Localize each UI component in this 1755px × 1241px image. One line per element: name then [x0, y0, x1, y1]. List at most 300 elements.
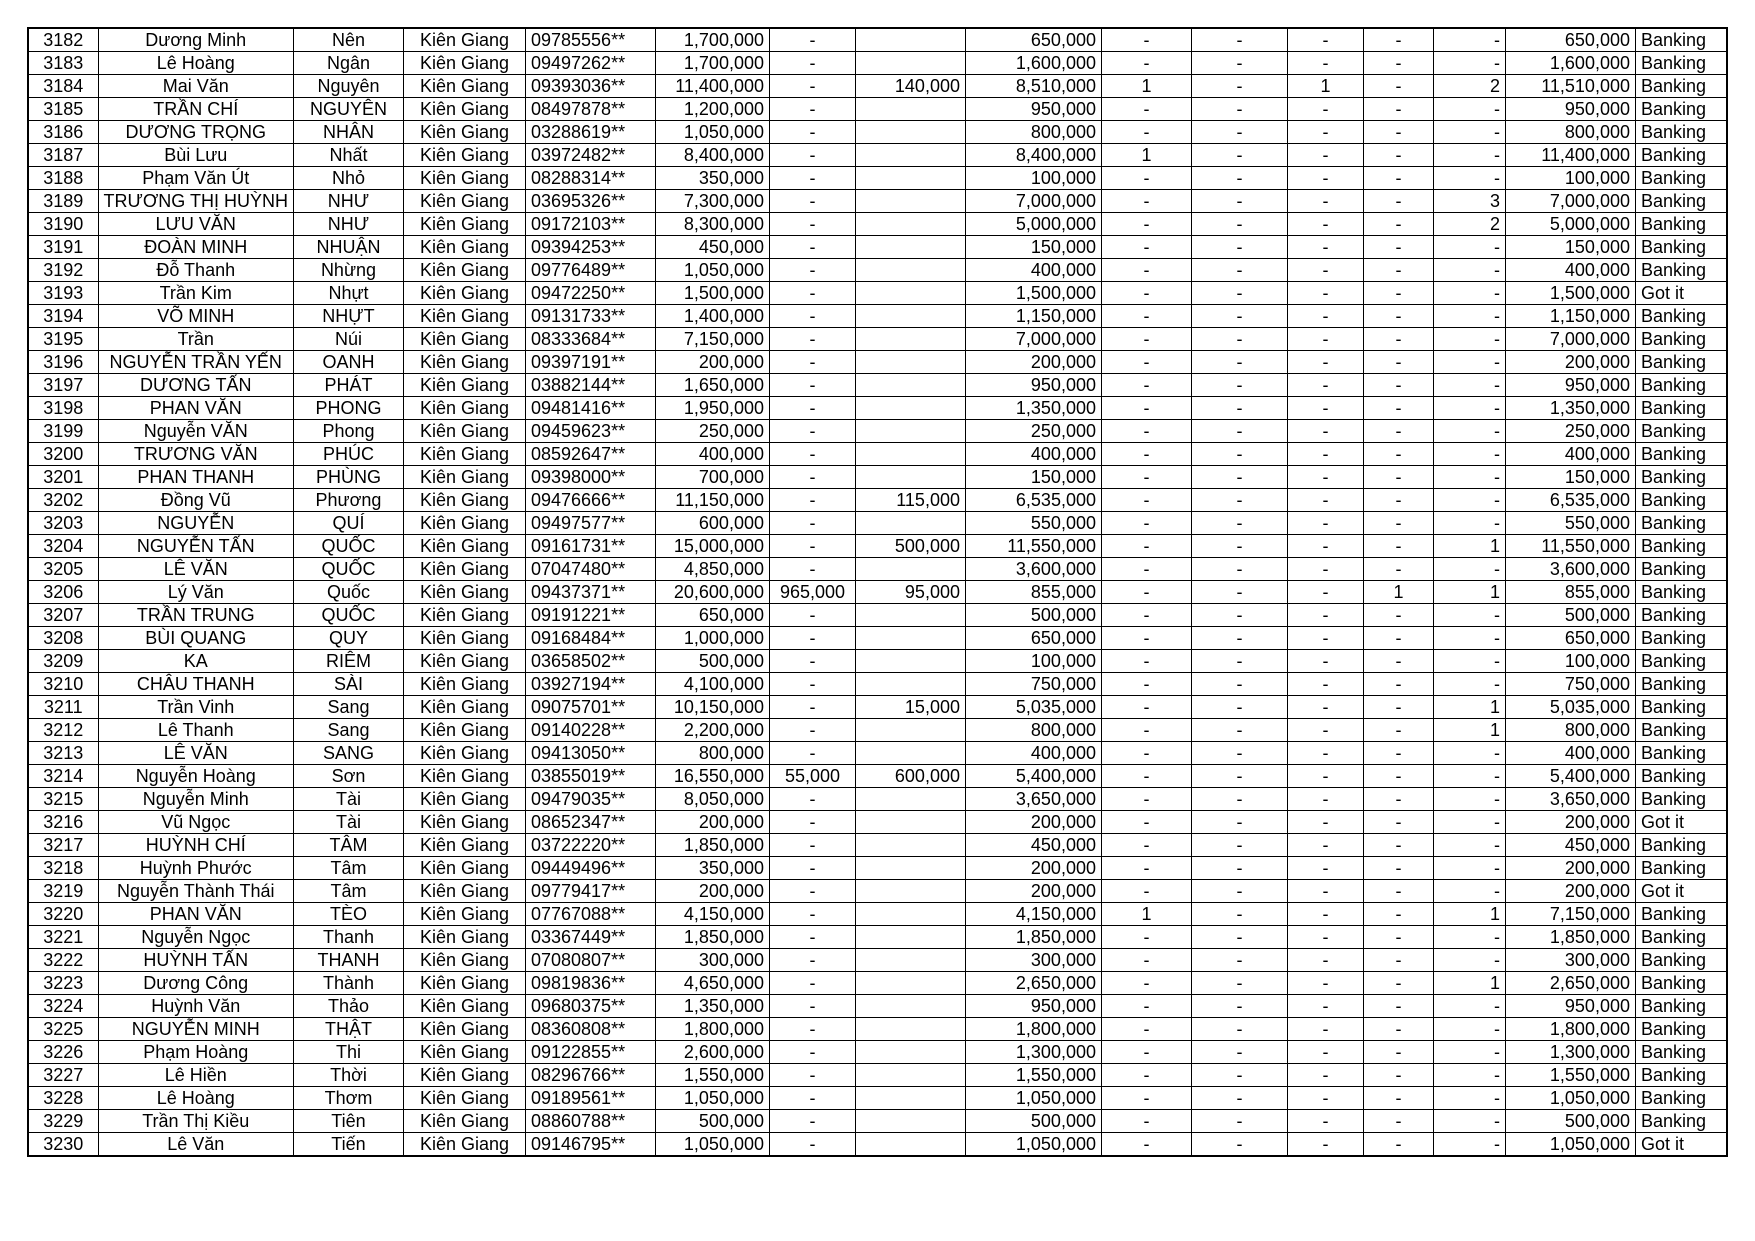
- amount-c-cell: 100,000: [965, 650, 1101, 673]
- count-b-cell: -: [1191, 949, 1287, 972]
- given-name-cell: Sang: [293, 719, 403, 742]
- count-d-cell: -: [1363, 420, 1433, 443]
- phone-cell: 09476666**: [525, 489, 655, 512]
- count-d-cell: -: [1363, 121, 1433, 144]
- count-a-cell: -: [1101, 121, 1191, 144]
- amount-total-cell: 250,000: [655, 420, 769, 443]
- amount-a-cell: -: [769, 1110, 855, 1133]
- phone-cell: 03972482**: [525, 144, 655, 167]
- amount-c-cell: 3,650,000: [965, 788, 1101, 811]
- table-row: [28, 765, 1727, 788]
- amount-b-cell: [855, 259, 965, 282]
- count-e-cell: 1: [1433, 535, 1505, 558]
- given-name-cell: Thời: [293, 1064, 403, 1087]
- count-c-cell: -: [1287, 328, 1363, 351]
- table-row: [28, 949, 1727, 972]
- count-c-cell: -: [1287, 949, 1363, 972]
- table-row: [28, 466, 1727, 489]
- amount-a-cell: -: [769, 512, 855, 535]
- phone-cell: 09497577**: [525, 512, 655, 535]
- province-cell: Kiên Giang: [403, 466, 525, 489]
- amount-a-cell: -: [769, 972, 855, 995]
- row-number-cell: 3230: [28, 1133, 98, 1157]
- given-name-cell: PHÙNG: [293, 466, 403, 489]
- count-d-cell: -: [1363, 75, 1433, 98]
- row-number-cell: 3205: [28, 558, 98, 581]
- count-b-cell: -: [1191, 558, 1287, 581]
- amount-final-cell: 6,535,000: [1505, 489, 1635, 512]
- amount-b-cell: [855, 926, 965, 949]
- amount-c-cell: 300,000: [965, 949, 1101, 972]
- row-number-cell: 3199: [28, 420, 98, 443]
- phone-cell: 09161731**: [525, 535, 655, 558]
- amount-a-cell: -: [769, 834, 855, 857]
- row-number-cell: 3184: [28, 75, 98, 98]
- row-number-cell: 3217: [28, 834, 98, 857]
- count-b-cell: -: [1191, 650, 1287, 673]
- count-e-cell: -: [1433, 328, 1505, 351]
- count-b-cell: -: [1191, 1018, 1287, 1041]
- surname-middle-cell: Nguyễn Ngọc: [98, 926, 293, 949]
- amount-c-cell: 800,000: [965, 719, 1101, 742]
- count-a-cell: -: [1101, 535, 1191, 558]
- amount-final-cell: 200,000: [1505, 811, 1635, 834]
- amount-c-cell: 1,550,000: [965, 1064, 1101, 1087]
- count-e-cell: -: [1433, 788, 1505, 811]
- count-a-cell: -: [1101, 466, 1191, 489]
- amount-b-cell: [855, 972, 965, 995]
- count-e-cell: 3: [1433, 190, 1505, 213]
- count-a-cell: -: [1101, 1110, 1191, 1133]
- amount-total-cell: 1,400,000: [655, 305, 769, 328]
- amount-total-cell: 1,050,000: [655, 121, 769, 144]
- table-row: [28, 581, 1727, 604]
- payment-method-cell: Banking: [1635, 1041, 1727, 1064]
- amount-final-cell: 550,000: [1505, 512, 1635, 535]
- count-c-cell: -: [1287, 581, 1363, 604]
- row-number-cell: 3213: [28, 742, 98, 765]
- count-d-cell: -: [1363, 328, 1433, 351]
- count-a-cell: -: [1101, 1041, 1191, 1064]
- amount-a-cell: -: [769, 374, 855, 397]
- given-name-cell: NGUYÊN: [293, 98, 403, 121]
- table-row: [28, 512, 1727, 535]
- count-a-cell: -: [1101, 328, 1191, 351]
- amount-b-cell: [855, 719, 965, 742]
- amount-b-cell: [855, 742, 965, 765]
- given-name-cell: PHÁT: [293, 374, 403, 397]
- count-c-cell: -: [1287, 259, 1363, 282]
- given-name-cell: Tiên: [293, 1110, 403, 1133]
- amount-total-cell: 4,150,000: [655, 903, 769, 926]
- count-b-cell: -: [1191, 305, 1287, 328]
- amount-b-cell: [855, 190, 965, 213]
- amount-b-cell: [855, 328, 965, 351]
- amount-a-cell: -: [769, 489, 855, 512]
- amount-b-cell: [855, 650, 965, 673]
- given-name-cell: Nên: [293, 28, 403, 52]
- amount-final-cell: 5,035,000: [1505, 696, 1635, 719]
- surname-middle-cell: NGUYỄN TRẦN YẾN: [98, 351, 293, 374]
- amount-total-cell: 8,300,000: [655, 213, 769, 236]
- phone-cell: 09146795**: [525, 1133, 655, 1157]
- phone-cell: 03658502**: [525, 650, 655, 673]
- amount-total-cell: 7,150,000: [655, 328, 769, 351]
- count-e-cell: -: [1433, 489, 1505, 512]
- amount-b-cell: [855, 374, 965, 397]
- count-c-cell: -: [1287, 144, 1363, 167]
- table-row: [28, 788, 1727, 811]
- payment-method-cell: Banking: [1635, 52, 1727, 75]
- count-e-cell: -: [1433, 880, 1505, 903]
- amount-total-cell: 1,550,000: [655, 1064, 769, 1087]
- payment-method-cell: Banking: [1635, 28, 1727, 52]
- table-row: [28, 650, 1727, 673]
- amount-final-cell: 500,000: [1505, 1110, 1635, 1133]
- surname-middle-cell: Vũ Ngọc: [98, 811, 293, 834]
- surname-middle-cell: NGUYỄN: [98, 512, 293, 535]
- count-e-cell: 1: [1433, 696, 1505, 719]
- amount-total-cell: 1,850,000: [655, 926, 769, 949]
- count-b-cell: -: [1191, 282, 1287, 305]
- province-cell: Kiên Giang: [403, 535, 525, 558]
- amount-b-cell: [855, 98, 965, 121]
- count-e-cell: -: [1433, 98, 1505, 121]
- row-number-cell: 3215: [28, 788, 98, 811]
- row-number-cell: 3200: [28, 443, 98, 466]
- count-a-cell: 1: [1101, 75, 1191, 98]
- amount-c-cell: 500,000: [965, 604, 1101, 627]
- count-d-cell: -: [1363, 1018, 1433, 1041]
- province-cell: Kiên Giang: [403, 949, 525, 972]
- amount-total-cell: 8,400,000: [655, 144, 769, 167]
- row-number-cell: 3216: [28, 811, 98, 834]
- count-a-cell: -: [1101, 880, 1191, 903]
- count-b-cell: -: [1191, 1064, 1287, 1087]
- count-d-cell: -: [1363, 995, 1433, 1018]
- amount-a-cell: -: [769, 1087, 855, 1110]
- amount-b-cell: 15,000: [855, 696, 965, 719]
- surname-middle-cell: LÊ VĂN: [98, 742, 293, 765]
- count-c-cell: -: [1287, 1018, 1363, 1041]
- table-row: [28, 673, 1727, 696]
- count-d-cell: -: [1363, 98, 1433, 121]
- amount-a-cell: -: [769, 443, 855, 466]
- amount-total-cell: 4,650,000: [655, 972, 769, 995]
- count-e-cell: -: [1433, 28, 1505, 52]
- count-a-cell: -: [1101, 305, 1191, 328]
- amount-c-cell: 1,600,000: [965, 52, 1101, 75]
- province-cell: Kiên Giang: [403, 52, 525, 75]
- count-b-cell: -: [1191, 374, 1287, 397]
- surname-middle-cell: Lê Hoàng: [98, 1087, 293, 1110]
- surname-middle-cell: Nguyễn VĂN: [98, 420, 293, 443]
- amount-a-cell: -: [769, 121, 855, 144]
- phone-cell: 09131733**: [525, 305, 655, 328]
- count-d-cell: -: [1363, 903, 1433, 926]
- count-a-cell: -: [1101, 719, 1191, 742]
- row-number-cell: 3210: [28, 673, 98, 696]
- amount-total-cell: 1,050,000: [655, 1087, 769, 1110]
- count-a-cell: -: [1101, 1087, 1191, 1110]
- province-cell: Kiên Giang: [403, 144, 525, 167]
- province-cell: Kiên Giang: [403, 788, 525, 811]
- amount-final-cell: 400,000: [1505, 259, 1635, 282]
- row-number-cell: 3221: [28, 926, 98, 949]
- amount-b-cell: [855, 788, 965, 811]
- amount-b-cell: [855, 213, 965, 236]
- count-d-cell: -: [1363, 397, 1433, 420]
- count-a-cell: -: [1101, 397, 1191, 420]
- count-c-cell: -: [1287, 765, 1363, 788]
- row-number-cell: 3223: [28, 972, 98, 995]
- given-name-cell: TÂM: [293, 834, 403, 857]
- table-row: [28, 1041, 1727, 1064]
- count-c-cell: -: [1287, 673, 1363, 696]
- count-b-cell: -: [1191, 581, 1287, 604]
- amount-final-cell: 950,000: [1505, 98, 1635, 121]
- count-c-cell: -: [1287, 788, 1363, 811]
- count-d-cell: -: [1363, 926, 1433, 949]
- payment-method-cell: Banking: [1635, 512, 1727, 535]
- row-number-cell: 3196: [28, 351, 98, 374]
- payment-method-cell: Banking: [1635, 167, 1727, 190]
- amount-c-cell: 400,000: [965, 259, 1101, 282]
- amount-c-cell: 200,000: [965, 880, 1101, 903]
- amount-a-cell: -: [769, 28, 855, 52]
- amount-b-cell: [855, 1110, 965, 1133]
- count-d-cell: -: [1363, 1133, 1433, 1157]
- phone-cell: 09785556**: [525, 28, 655, 52]
- count-e-cell: 1: [1433, 972, 1505, 995]
- count-d-cell: -: [1363, 742, 1433, 765]
- surname-middle-cell: Đỗ Thanh: [98, 259, 293, 282]
- count-e-cell: -: [1433, 121, 1505, 144]
- count-e-cell: -: [1433, 1110, 1505, 1133]
- given-name-cell: QUỐC: [293, 604, 403, 627]
- count-b-cell: -: [1191, 880, 1287, 903]
- given-name-cell: Núi: [293, 328, 403, 351]
- amount-final-cell: 200,000: [1505, 857, 1635, 880]
- surname-middle-cell: Phạm Văn Út: [98, 167, 293, 190]
- count-c-cell: -: [1287, 443, 1363, 466]
- count-b-cell: -: [1191, 604, 1287, 627]
- amount-b-cell: [855, 1087, 965, 1110]
- count-b-cell: -: [1191, 213, 1287, 236]
- table-row: [28, 305, 1727, 328]
- given-name-cell: Nhựt: [293, 282, 403, 305]
- count-a-cell: -: [1101, 673, 1191, 696]
- province-cell: Kiên Giang: [403, 1018, 525, 1041]
- amount-b-cell: 140,000: [855, 75, 965, 98]
- phone-cell: 03855019**: [525, 765, 655, 788]
- row-number-cell: 3195: [28, 328, 98, 351]
- amount-b-cell: [855, 857, 965, 880]
- amount-b-cell: [855, 236, 965, 259]
- province-cell: Kiên Giang: [403, 765, 525, 788]
- amount-total-cell: 350,000: [655, 167, 769, 190]
- table-row: [28, 1133, 1727, 1157]
- amount-a-cell: -: [769, 811, 855, 834]
- province-cell: Kiên Giang: [403, 581, 525, 604]
- province-cell: Kiên Giang: [403, 880, 525, 903]
- amount-total-cell: 1,350,000: [655, 995, 769, 1018]
- amount-total-cell: 1,650,000: [655, 374, 769, 397]
- amount-a-cell: -: [769, 696, 855, 719]
- count-d-cell: -: [1363, 144, 1433, 167]
- amount-b-cell: [855, 305, 965, 328]
- surname-middle-cell: Nguyễn Thành Thái: [98, 880, 293, 903]
- count-e-cell: -: [1433, 282, 1505, 305]
- count-c-cell: -: [1287, 466, 1363, 489]
- phone-cell: 09680375**: [525, 995, 655, 1018]
- row-number-cell: 3227: [28, 1064, 98, 1087]
- amount-c-cell: 150,000: [965, 466, 1101, 489]
- count-a-cell: -: [1101, 788, 1191, 811]
- province-cell: Kiên Giang: [403, 1041, 525, 1064]
- count-d-cell: -: [1363, 236, 1433, 259]
- amount-a-cell: -: [769, 213, 855, 236]
- amount-total-cell: 1,000,000: [655, 627, 769, 650]
- table-row: [28, 880, 1727, 903]
- phone-cell: 08652347**: [525, 811, 655, 834]
- count-b-cell: -: [1191, 52, 1287, 75]
- count-e-cell: -: [1433, 144, 1505, 167]
- count-c-cell: -: [1287, 880, 1363, 903]
- phone-cell: 09122855**: [525, 1041, 655, 1064]
- province-cell: Kiên Giang: [403, 650, 525, 673]
- count-d-cell: -: [1363, 466, 1433, 489]
- given-name-cell: Tài: [293, 811, 403, 834]
- row-number-cell: 3183: [28, 52, 98, 75]
- table-row: [28, 351, 1727, 374]
- payment-method-cell: Got it: [1635, 880, 1727, 903]
- amount-c-cell: 950,000: [965, 995, 1101, 1018]
- amount-final-cell: 5,000,000: [1505, 213, 1635, 236]
- given-name-cell: RIÊM: [293, 650, 403, 673]
- province-cell: Kiên Giang: [403, 190, 525, 213]
- phone-cell: 08860788**: [525, 1110, 655, 1133]
- count-c-cell: -: [1287, 512, 1363, 535]
- province-cell: Kiên Giang: [403, 305, 525, 328]
- count-c-cell: -: [1287, 236, 1363, 259]
- amount-b-cell: [855, 834, 965, 857]
- amount-c-cell: 7,000,000: [965, 328, 1101, 351]
- count-b-cell: -: [1191, 121, 1287, 144]
- count-b-cell: -: [1191, 857, 1287, 880]
- province-cell: Kiên Giang: [403, 328, 525, 351]
- count-d-cell: -: [1363, 673, 1433, 696]
- count-c-cell: -: [1287, 972, 1363, 995]
- row-number-cell: 3214: [28, 765, 98, 788]
- phone-cell: 03927194**: [525, 673, 655, 696]
- amount-c-cell: 800,000: [965, 121, 1101, 144]
- row-number-cell: 3203: [28, 512, 98, 535]
- amount-total-cell: 1,200,000: [655, 98, 769, 121]
- table-row: [28, 995, 1727, 1018]
- given-name-cell: Thơm: [293, 1087, 403, 1110]
- count-c-cell: -: [1287, 489, 1363, 512]
- count-e-cell: -: [1433, 1133, 1505, 1157]
- phone-cell: 09189561**: [525, 1087, 655, 1110]
- count-a-cell: -: [1101, 765, 1191, 788]
- count-b-cell: -: [1191, 512, 1287, 535]
- payment-method-cell: Banking: [1635, 834, 1727, 857]
- count-b-cell: -: [1191, 351, 1287, 374]
- province-cell: Kiên Giang: [403, 489, 525, 512]
- payment-method-cell: Banking: [1635, 949, 1727, 972]
- phone-cell: 09172103**: [525, 213, 655, 236]
- given-name-cell: QUỐC: [293, 535, 403, 558]
- table-row: [28, 213, 1727, 236]
- row-number-cell: 3220: [28, 903, 98, 926]
- amount-total-cell: 2,600,000: [655, 1041, 769, 1064]
- phone-cell: 07080807**: [525, 949, 655, 972]
- amount-final-cell: 1,550,000: [1505, 1064, 1635, 1087]
- amount-c-cell: 200,000: [965, 857, 1101, 880]
- count-e-cell: -: [1433, 926, 1505, 949]
- payment-method-cell: Banking: [1635, 420, 1727, 443]
- amount-a-cell: 965,000: [769, 581, 855, 604]
- count-a-cell: -: [1101, 1064, 1191, 1087]
- phone-cell: 09497262**: [525, 52, 655, 75]
- given-name-cell: Ngân: [293, 52, 403, 75]
- row-number-cell: 3198: [28, 397, 98, 420]
- table-row: [28, 811, 1727, 834]
- given-name-cell: SANG: [293, 742, 403, 765]
- table-row: [28, 903, 1727, 926]
- count-c-cell: -: [1287, 1087, 1363, 1110]
- phone-cell: 08592647**: [525, 443, 655, 466]
- count-b-cell: -: [1191, 811, 1287, 834]
- phone-cell: 03695326**: [525, 190, 655, 213]
- row-number-cell: 3212: [28, 719, 98, 742]
- surname-middle-cell: Lý Văn: [98, 581, 293, 604]
- count-d-cell: -: [1363, 512, 1433, 535]
- table-row: [28, 259, 1727, 282]
- amount-final-cell: 200,000: [1505, 880, 1635, 903]
- count-d-cell: -: [1363, 28, 1433, 52]
- amount-b-cell: [855, 811, 965, 834]
- given-name-cell: Tâm: [293, 857, 403, 880]
- count-d-cell: -: [1363, 811, 1433, 834]
- amount-a-cell: -: [769, 420, 855, 443]
- payment-method-cell: Banking: [1635, 397, 1727, 420]
- count-a-cell: -: [1101, 351, 1191, 374]
- given-name-cell: Nguyên: [293, 75, 403, 98]
- payment-method-cell: Banking: [1635, 857, 1727, 880]
- count-c-cell: -: [1287, 1041, 1363, 1064]
- payment-method-cell: Banking: [1635, 351, 1727, 374]
- surname-middle-cell: Phạm Hoàng: [98, 1041, 293, 1064]
- amount-final-cell: 400,000: [1505, 742, 1635, 765]
- amount-final-cell: 100,000: [1505, 167, 1635, 190]
- count-d-cell: -: [1363, 604, 1433, 627]
- count-c-cell: -: [1287, 995, 1363, 1018]
- phone-cell: 09394253**: [525, 236, 655, 259]
- amount-b-cell: [855, 558, 965, 581]
- surname-middle-cell: PHAN THANH: [98, 466, 293, 489]
- count-b-cell: -: [1191, 144, 1287, 167]
- count-e-cell: -: [1433, 1087, 1505, 1110]
- given-name-cell: OANH: [293, 351, 403, 374]
- phone-cell: 09393036**: [525, 75, 655, 98]
- phone-cell: 09191221**: [525, 604, 655, 627]
- count-d-cell: -: [1363, 719, 1433, 742]
- table-row: [28, 558, 1727, 581]
- count-d-cell: -: [1363, 765, 1433, 788]
- count-d-cell: -: [1363, 558, 1433, 581]
